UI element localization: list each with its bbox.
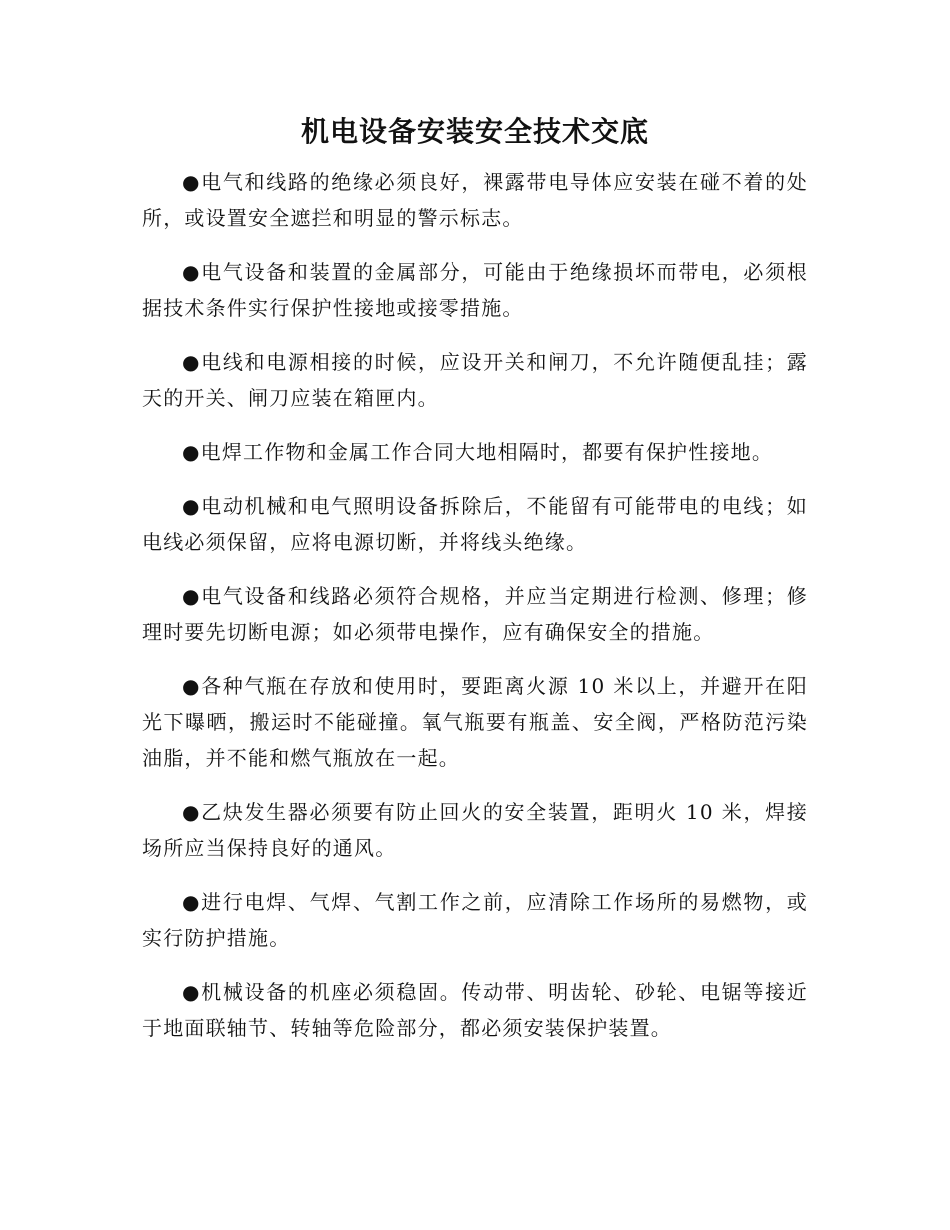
document-title: 机电设备安装安全技术交底 [300, 115, 649, 148]
paragraph-6: ●电气设备和线路必须符合规格，并应当定期进行检测、修理；修理时要先切断电源；如必须带电操作，应有确保安全的措施。 [142, 584, 808, 644]
paragraph-10: ●机械设备的机座必须稳固。传动带、明齿轮、砂轮、电锯等接近于地面联轴节、转轴等危险部分，都必须安装保护装置。 [142, 980, 808, 1040]
paragraph-4: ●电焊工作物和金属工作合同大地相隔时，都要有保护性接地。 [182, 440, 774, 464]
paragraph-5: ●电动机械和电气照明设备拆除后，不能留有可能带电的电线；如电线必须保留，应将电源切断，并将线头绝缘。 [142, 494, 808, 554]
paragraph-9: ●进行电焊、气焊、气割工作之前，应清除工作场所的易燃物，或实行防护措施。 [142, 890, 808, 950]
paragraph-3: ●电线和电源相接的时候，应设开关和闸刀，不允许随便乱挂；露天的开关、闸刀应装在箱匣内。 [142, 350, 808, 410]
document-body [142, 164, 808, 1064]
paragraph-2: ●电气设备和装置的金属部分，可能由于绝缘损坏而带电，必须根据技术条件实行保护性接地或接零措施。 [142, 260, 808, 320]
paragraph-7: ●各种气瓶在存放和使用时，要距离火源 10 米以上，并避开在阳光下曝晒，搬运时不能碰撞。氧气瓶要有瓶盖、安全阀，严格防范污染油脂，并不能和燃气瓶放在一起。 [142, 674, 808, 770]
paragraph-8: ●乙炔发生器必须要有防止回火的安全装置，距明火 10 米，焊接场所应当保持良好的通风。 [142, 800, 808, 860]
paragraph-1: ●电气和线路的绝缘必须良好，裸露带电导体应安装在碰不着的处所，或设置安全遮拦和明显的警示标志。 [142, 170, 808, 230]
